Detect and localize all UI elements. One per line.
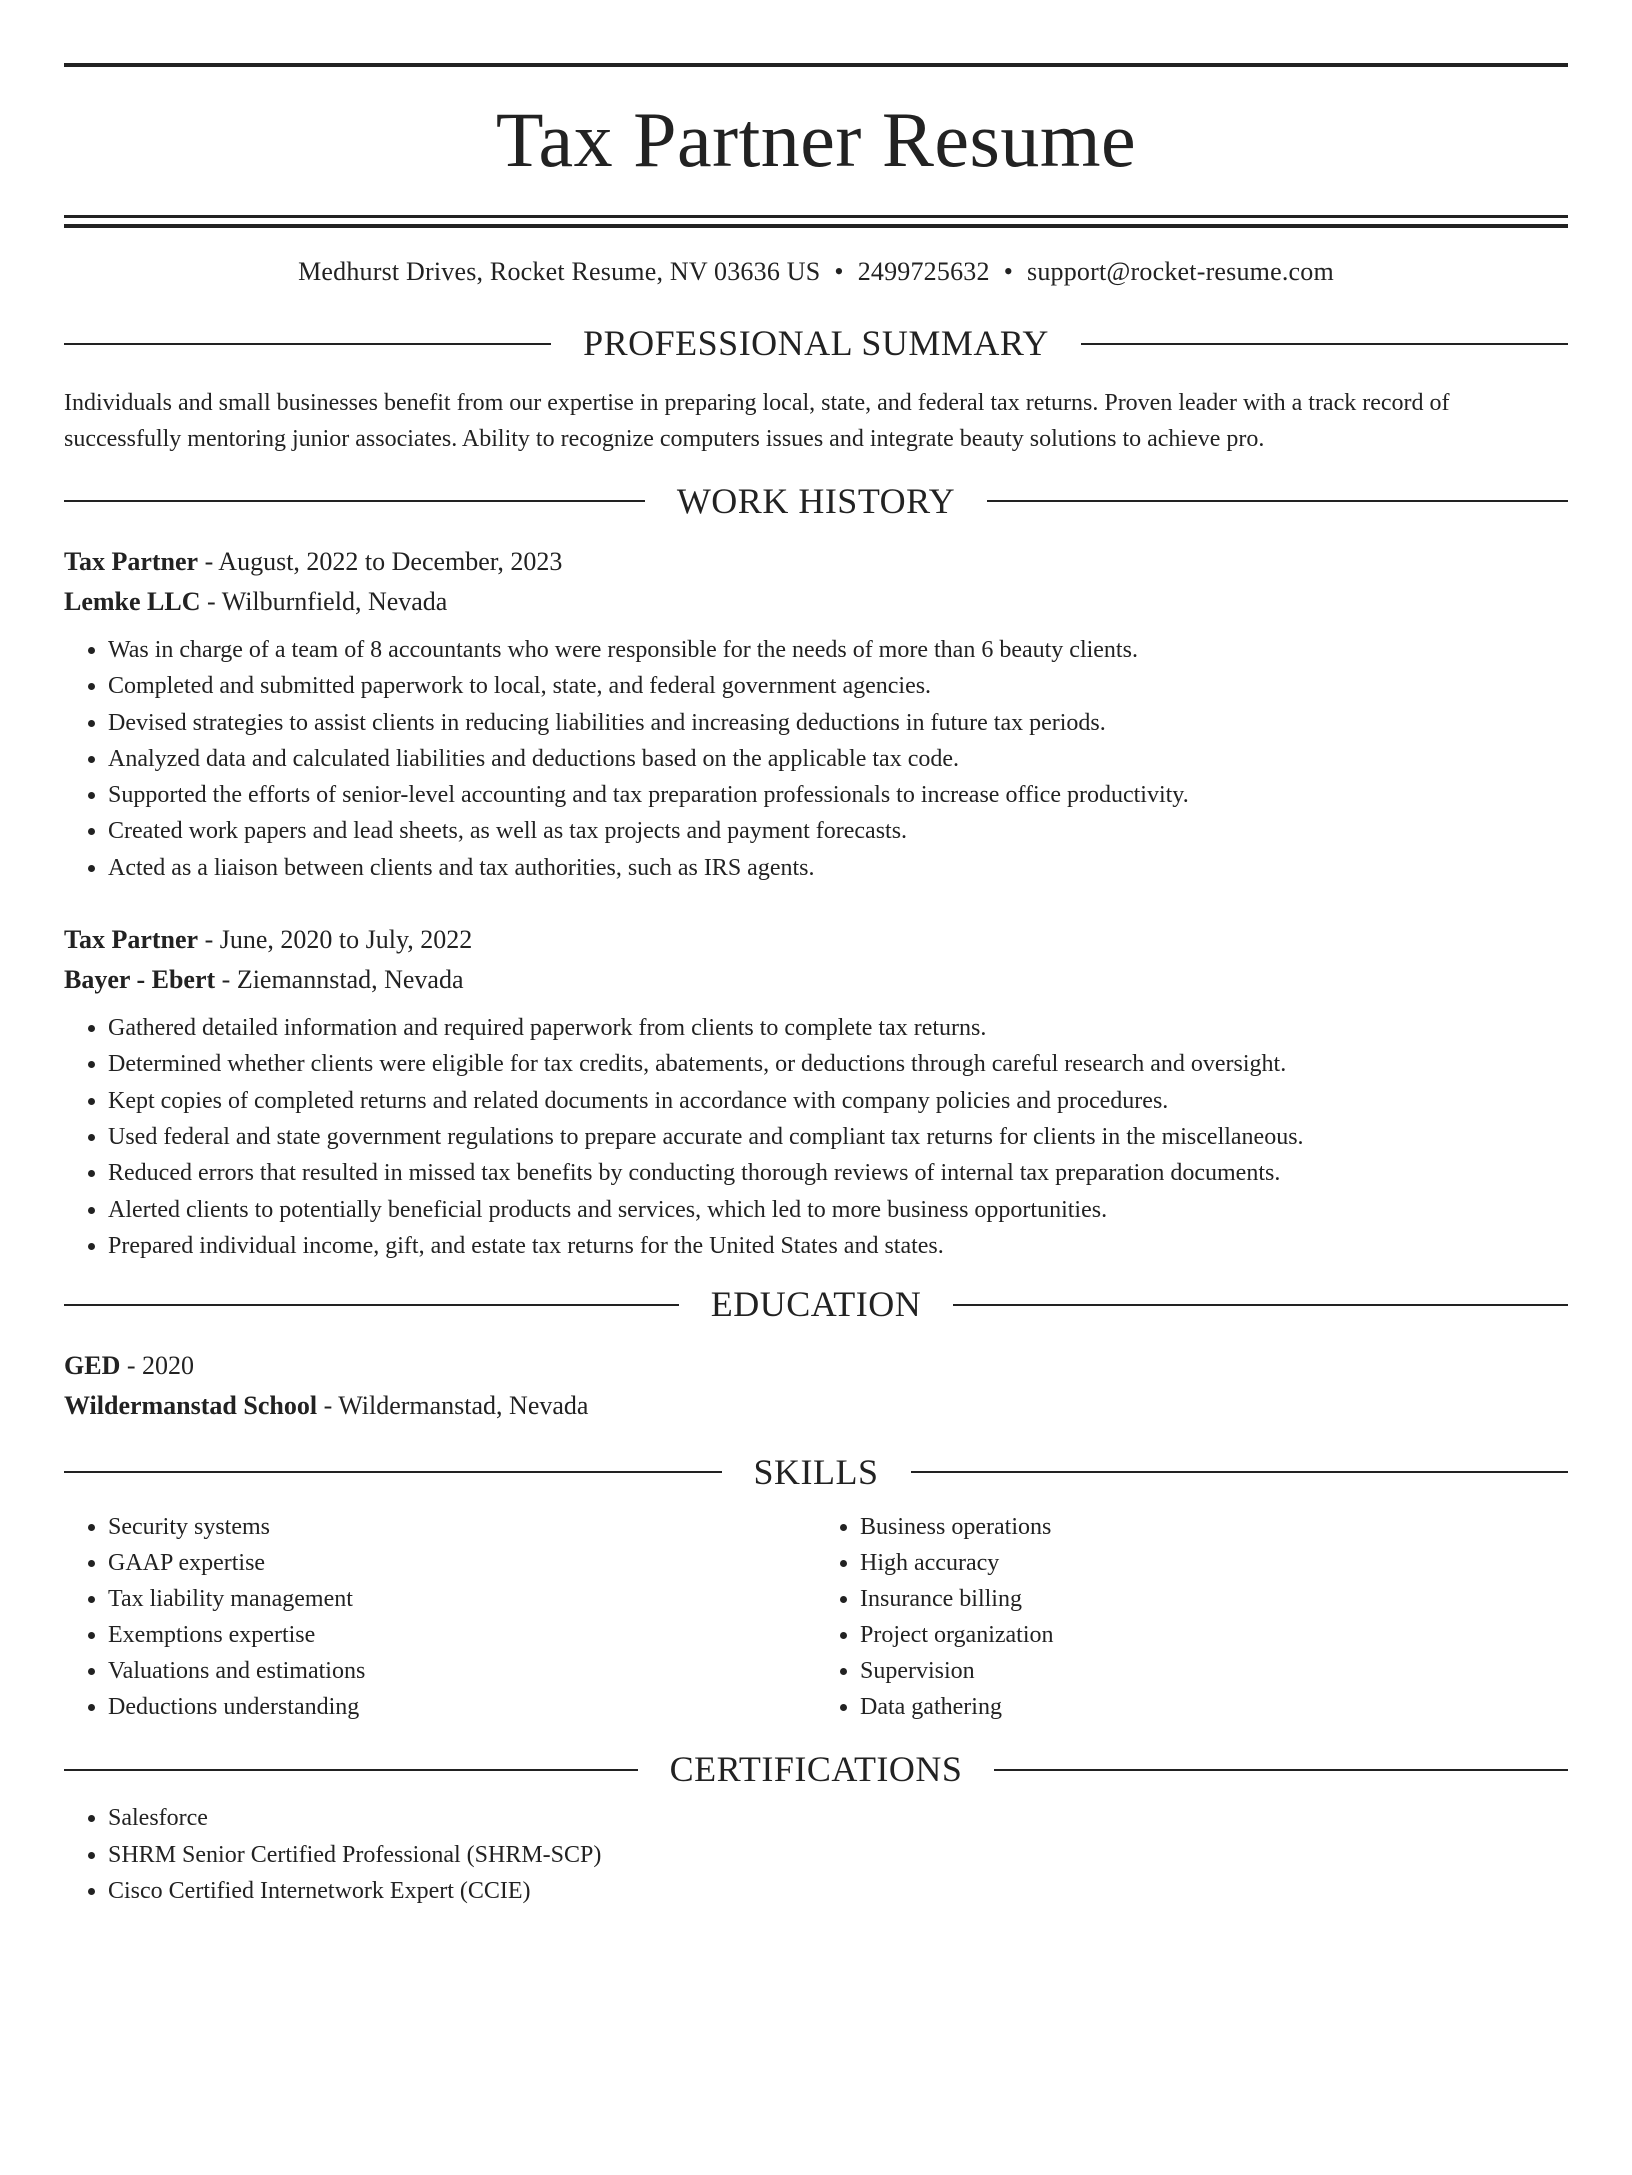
list-item: • Created work papers and lead sheets, as well as tax projects and payment forecasts.: [108, 813, 1568, 849]
section-header-education: [64, 1284, 1568, 1325]
section-rule-right: [953, 1304, 1568, 1306]
list-item: • Supervision: [860, 1653, 1568, 1689]
section-rule-right: [987, 500, 1568, 502]
contact-line: [64, 256, 1568, 287]
education-year: - 2020: [120, 1350, 195, 1380]
education-school: Wildermanstad School: [64, 1390, 318, 1420]
section-title-education: EDUCATION: [710, 1284, 922, 1325]
list-item: • Cisco Certified Internetwork Expert (CCIE): [108, 1873, 1568, 1909]
section-header-work: [64, 481, 1568, 522]
job-dates: - June, 2020 to July, 2022: [198, 925, 473, 955]
education-school-line: [64, 1386, 1568, 1426]
list-item: • Deductions understanding: [108, 1689, 816, 1725]
list-item: • Tax liability management: [108, 1581, 816, 1617]
list-item: • Was in charge of a team of 8 accountants who were responsible for the needs of more than 6 beauty clients.: [108, 632, 1568, 668]
header-double-rule: [64, 215, 1568, 228]
section-rule-left: [64, 1304, 679, 1306]
list-item: • Analyzed data and calculated liabilities and deductions based on the applicable tax code.: [108, 741, 1568, 777]
skills-list-left: [64, 1509, 816, 1725]
job-company-line: [64, 960, 1568, 1000]
job-entry: [64, 542, 1568, 886]
list-item: • Prepared individual income, gift, and estate tax returns for the United States and states.: [108, 1228, 1568, 1264]
job-entry: [64, 920, 1568, 1264]
section-header-skills: [64, 1452, 1568, 1493]
job-role-line: [64, 542, 1568, 582]
list-item: • Supported the efforts of senior-level accounting and tax preparation professionals to increase office productivity.: [108, 777, 1568, 813]
list-item: • Gathered detailed information and required paperwork from clients to complete tax returns.: [108, 1010, 1568, 1046]
section-title-summary: PROFESSIONAL SUMMARY: [583, 323, 1049, 364]
list-item: • Security systems: [108, 1509, 816, 1545]
list-item: • Acted as a liaison between clients and tax authorities, such as IRS agents.: [108, 850, 1568, 886]
education-degree-line: [64, 1346, 1568, 1386]
list-item: • Project organization: [860, 1617, 1568, 1653]
contact-separator: •: [834, 257, 844, 286]
section-rule-left: [64, 343, 551, 345]
list-item: • High accuracy: [860, 1545, 1568, 1581]
summary-text: Individuals and small businesses benefit from our expertise in preparing local, state, and federal tax returns. Proven leader with a track record of successfully mentoring junior associates. Ability to recognize computers issues and integrate beauty solutions to achieve pro.: [64, 389, 1450, 452]
list-item: • Alerted clients to potentially beneficial products and services, which led to more business opportunities.: [108, 1192, 1568, 1228]
section-rule-right: [994, 1769, 1568, 1771]
skills-columns: [64, 1509, 1568, 1725]
job-company: Bayer - Ebert: [64, 965, 216, 995]
list-item: • Kept copies of completed returns and related documents in accordance with company policies and procedures.: [108, 1083, 1568, 1119]
education-degree: GED: [64, 1350, 121, 1380]
list-item: • Exemptions expertise: [108, 1617, 816, 1653]
list-item: • Data gathering: [860, 1689, 1568, 1725]
job-bullet-list: [64, 632, 1568, 886]
certifications-list: [64, 1800, 1568, 1909]
list-item: • Reduced errors that resulted in missed tax benefits by conducting thorough reviews of internal tax preparation documents.: [108, 1155, 1568, 1191]
job-location: - Wilburnfield, Nevada: [200, 586, 448, 616]
list-item: • Business operations: [860, 1509, 1568, 1545]
section-header-certifications: [64, 1749, 1568, 1790]
section-title-certifications: CERTIFICATIONS: [669, 1748, 963, 1789]
job-role: Tax Partner: [64, 925, 199, 955]
section-rule-left: [64, 1471, 722, 1473]
job-location: - Ziemannstad, Nevada: [215, 965, 464, 995]
job-bullet-list: [64, 1010, 1568, 1264]
list-item: • Insurance billing: [860, 1581, 1568, 1617]
list-item: • SHRM Senior Certified Professional (SHRM-SCP): [108, 1837, 1568, 1873]
section-header-summary: [64, 323, 1568, 364]
section-rule-left: [64, 500, 645, 502]
education-location: - Wildermanstad, Nevada: [317, 1390, 589, 1420]
job-company: Lemke LLC: [64, 586, 201, 616]
list-item: • Completed and submitted paperwork to local, state, and federal government agencies.: [108, 668, 1568, 704]
job-company-line: [64, 582, 1568, 622]
section-title-skills: SKILLS: [753, 1451, 879, 1492]
education-entry: [64, 1346, 1568, 1426]
list-item: • Used federal and state government regulations to prepare accurate and compliant tax returns for clients in the miscellaneous.: [108, 1119, 1568, 1155]
contact-email: support@rocket-resume.com: [1027, 257, 1334, 286]
list-item: • Determined whether clients were eligible for tax credits, abatements, or deductions through careful research and oversight.: [108, 1046, 1568, 1082]
list-item: • Devised strategies to assist clients in reducing liabilities and increasing deductions in future tax periods.: [108, 705, 1568, 741]
section-rule-right: [1081, 343, 1568, 345]
section-rule-left: [64, 1769, 638, 1771]
contact-separator: •: [1003, 257, 1013, 286]
list-item: • Valuations and estimations: [108, 1653, 816, 1689]
section-title-work: WORK HISTORY: [676, 480, 956, 521]
job-role-line: [64, 920, 1568, 960]
skills-list-right: [816, 1509, 1568, 1725]
job-dates: - August, 2022 to December, 2023: [198, 546, 563, 576]
list-item: • Salesforce: [108, 1800, 1568, 1836]
job-role: Tax Partner: [64, 546, 199, 576]
section-rule-right: [911, 1471, 1569, 1473]
resume-page: [0, 63, 1632, 2175]
contact-address: Medhurst Drives, Rocket Resume, NV 03636 US: [298, 257, 821, 286]
resume-title: Tax Partner Resume: [495, 96, 1137, 183]
contact-phone: 2499725632: [857, 257, 990, 286]
list-item: • GAAP expertise: [108, 1545, 816, 1581]
